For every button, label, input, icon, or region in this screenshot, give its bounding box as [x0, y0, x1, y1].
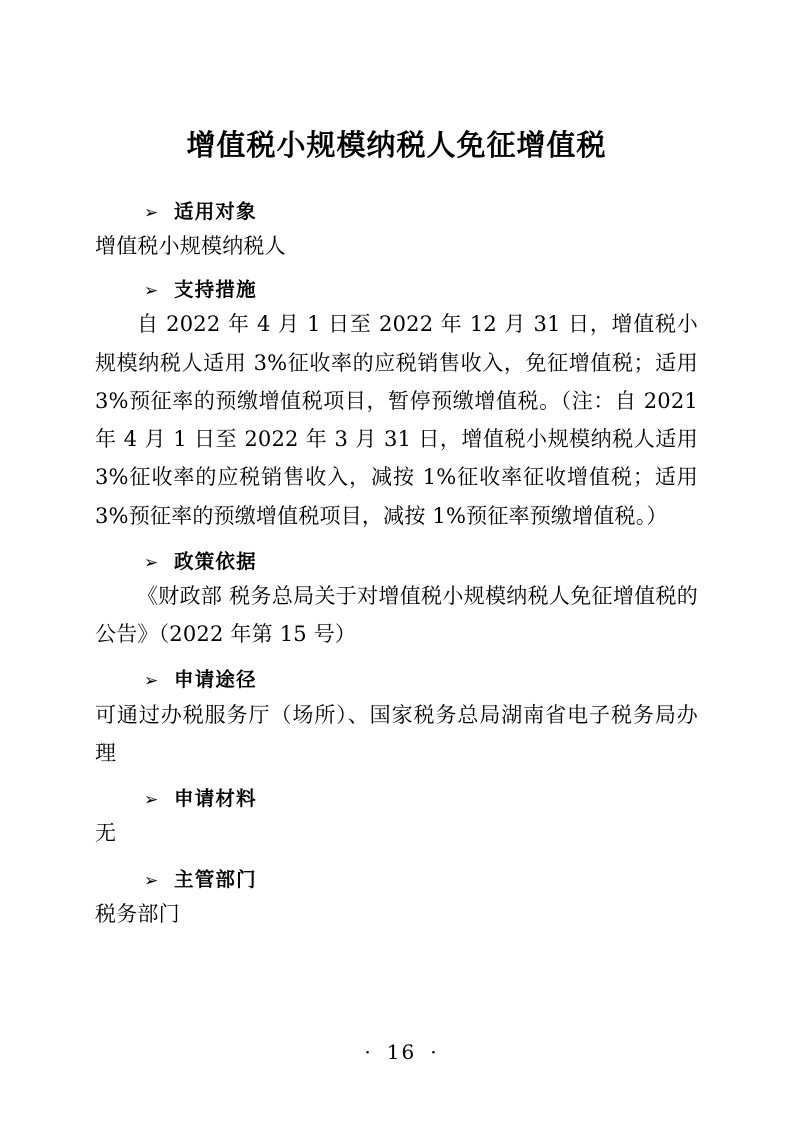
section-body: 增值税小规模纳税人 [95, 234, 286, 259]
section-body: 税务部门 [95, 901, 180, 926]
section-heading-label: 适用对象 [174, 199, 257, 223]
section-body: 可通过办税服务厅（场所）、国家税务总局湖南省电子税务局办理 [95, 702, 698, 765]
page-number-dot-right: · [430, 1040, 439, 1064]
arrow-bullet-icon: ➢ [144, 870, 159, 891]
page-number-dot-left: · [364, 1040, 373, 1064]
section-heading-label: 主管部门 [174, 867, 257, 891]
section-body: 无 [95, 821, 117, 846]
arrow-bullet-icon: ➢ [144, 202, 159, 223]
arrow-bullet-icon: ➢ [144, 281, 159, 302]
section-heading [95, 547, 698, 577]
section-responsible-department [95, 865, 698, 933]
section-body: 《财政部 税务总局关于对增值税小规模纳税人免征增值税的公告》（2022 年第 15 号） [95, 583, 698, 647]
section-heading [95, 197, 698, 227]
section-heading-label: 申请材料 [174, 787, 257, 811]
section-heading-label: 政策依据 [174, 549, 257, 573]
section-heading [95, 665, 698, 695]
section-application-channel [95, 665, 698, 772]
page-number [0, 1039, 793, 1065]
section-body: 自 2022 年 4 月 1 日至 2022 年 12 月 31 日，增值税小规模纳税人适用 3%征收率的应税销售收入，免征增值税；适用 3%预征率的预缴增值税项目，暂停预缴增值税。（注：自 2021 年 4 月 1 日至 2022 年 3 月 31 日，增值税小规模纳税人适用 3%征收率的应税销售收入，减按 1%征收率征收增值税；适用 3%预征率的预缴增值税项目，减按 1%预征率预缴增值税。） [95, 312, 698, 528]
section-heading [95, 865, 698, 895]
arrow-bullet-icon: ➢ [144, 552, 159, 573]
section-applicable-objects [95, 197, 698, 265]
section-application-materials [95, 784, 698, 852]
arrow-bullet-icon: ➢ [144, 671, 159, 692]
section-heading-label: 支持措施 [174, 278, 257, 302]
section-heading [95, 275, 698, 305]
section-support-measures [95, 275, 698, 535]
section-heading [95, 784, 698, 814]
page-number-value: 16 [386, 1040, 417, 1064]
arrow-bullet-icon: ➢ [144, 790, 159, 811]
page-title: 增值税小规模纳税人免征增值税 [186, 128, 607, 162]
section-heading-label: 申请途径 [174, 668, 257, 692]
section-policy-basis [95, 547, 698, 654]
